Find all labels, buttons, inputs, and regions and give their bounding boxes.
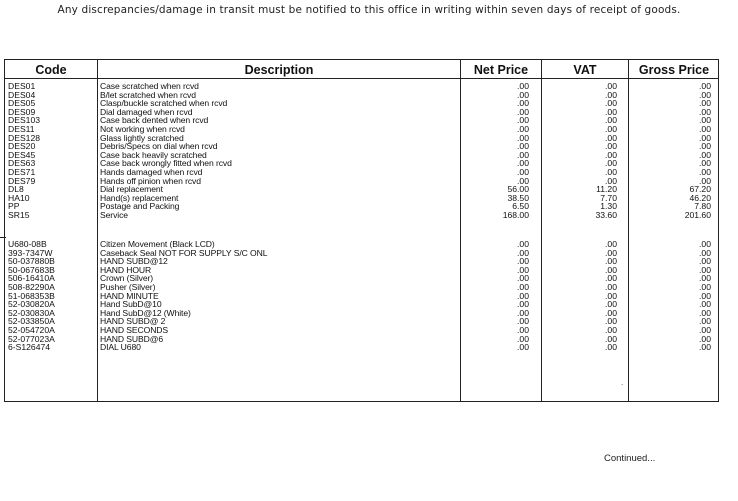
header-vat: VAT bbox=[573, 63, 597, 77]
vat-amount: 33.60 bbox=[595, 209, 617, 220]
net-price: 56.00 bbox=[507, 184, 529, 195]
item-code: 508-82290A bbox=[8, 281, 55, 292]
gross-price: .00 bbox=[699, 264, 711, 275]
item-description: HAND SECONDS bbox=[100, 324, 169, 335]
gross-price: .00 bbox=[699, 175, 711, 186]
vat-amount: .00 bbox=[605, 256, 617, 267]
item-code: 50-037880B bbox=[8, 256, 55, 267]
net-price: .00 bbox=[517, 281, 529, 292]
vat-amount: .00 bbox=[605, 141, 617, 152]
item-code: DES103 bbox=[8, 115, 41, 126]
net-price: .00 bbox=[517, 264, 529, 275]
net-price: .00 bbox=[517, 247, 529, 258]
stray-mark: . bbox=[621, 378, 624, 387]
vat-amount: .00 bbox=[605, 175, 617, 186]
net-price: .00 bbox=[517, 239, 529, 249]
item-description: Hand(s) replacement bbox=[100, 192, 179, 203]
item-description: Glass lightly scratched bbox=[100, 132, 184, 143]
item-description: Hand SubD@10 bbox=[100, 299, 162, 310]
item-description: Pusher (Silver) bbox=[100, 281, 156, 292]
vat-amount: .00 bbox=[605, 123, 617, 134]
net-price: .00 bbox=[517, 175, 529, 186]
net-price: .00 bbox=[517, 149, 529, 160]
continued-note: Continued... bbox=[604, 453, 656, 464]
item-description: Dial damaged when rcvd bbox=[100, 106, 193, 117]
item-description: HAND SUBD@ 2 bbox=[100, 316, 166, 327]
vat-amount: .00 bbox=[605, 81, 617, 91]
gross-price: .00 bbox=[699, 239, 711, 249]
net-price: .00 bbox=[517, 324, 529, 335]
gross-price: .00 bbox=[699, 115, 711, 126]
item-code: 52-077023A bbox=[8, 333, 55, 344]
table-row bbox=[5, 343, 718, 352]
net-price: .00 bbox=[517, 342, 529, 353]
vat-amount: 1.30 bbox=[600, 201, 617, 212]
item-description: HAND SUBD@12 bbox=[100, 256, 168, 267]
item-code: DES79 bbox=[8, 175, 36, 186]
gross-price: .00 bbox=[699, 247, 711, 258]
item-description: DIAL U680 bbox=[100, 342, 141, 353]
net-price: .00 bbox=[517, 316, 529, 327]
item-code: HA10 bbox=[8, 192, 30, 203]
gross-price: .00 bbox=[699, 290, 711, 301]
parts-section bbox=[5, 240, 718, 352]
net-price: .00 bbox=[517, 333, 529, 344]
item-code: 50-067683B bbox=[8, 264, 55, 275]
vat-amount: .00 bbox=[605, 273, 617, 284]
item-code: DES01 bbox=[8, 81, 36, 91]
gross-price: .00 bbox=[699, 333, 711, 344]
vat-amount: .00 bbox=[605, 333, 617, 344]
gross-price: .00 bbox=[699, 166, 711, 177]
item-description: Dial replacement bbox=[100, 184, 163, 195]
net-price: .00 bbox=[517, 123, 529, 134]
item-code: U680-08B bbox=[8, 239, 47, 249]
invoice-table bbox=[4, 59, 719, 402]
item-code: 52-033850A bbox=[8, 316, 55, 327]
vat-amount: .00 bbox=[605, 239, 617, 249]
net-price: .00 bbox=[517, 81, 529, 91]
vat-amount: .00 bbox=[605, 98, 617, 109]
net-price: .00 bbox=[517, 166, 529, 177]
item-description: Hands off pinion when rcvd bbox=[100, 175, 201, 186]
vat-amount: .00 bbox=[605, 290, 617, 301]
item-description: Case back wrongly fitted when rcvd bbox=[100, 158, 232, 169]
vat-amount: 11.20 bbox=[596, 184, 617, 195]
vat-amount: .00 bbox=[605, 106, 617, 117]
item-code: DES04 bbox=[8, 89, 36, 100]
vat-amount: .00 bbox=[605, 299, 617, 310]
item-description: Hands damaged when rcvd bbox=[100, 166, 203, 177]
gross-price: .00 bbox=[699, 273, 711, 284]
header-gross-price: Gross Price bbox=[638, 63, 710, 77]
vat-amount: .00 bbox=[605, 281, 617, 292]
item-code: 52-030830A bbox=[8, 307, 55, 318]
item-code: 52-030820A bbox=[8, 299, 55, 310]
item-description: Citizen Movement (Black LCD) bbox=[100, 239, 215, 249]
item-description: HAND HOUR bbox=[100, 264, 152, 275]
net-price: .00 bbox=[517, 158, 529, 169]
item-description: Case back heavily scratched bbox=[100, 149, 207, 160]
item-code: SR15 bbox=[8, 209, 30, 220]
header-description: Description bbox=[244, 63, 314, 77]
gross-price: .00 bbox=[699, 89, 711, 100]
vat-amount: .00 bbox=[605, 307, 617, 318]
vat-amount: .00 bbox=[605, 264, 617, 275]
item-code: DES71 bbox=[8, 166, 36, 177]
item-description: Hand SubD@12 (White) bbox=[100, 307, 191, 318]
item-code: DES20 bbox=[8, 141, 36, 152]
item-description: Debris/Specs on dial when rcvd bbox=[100, 141, 218, 152]
header-divider bbox=[5, 78, 718, 79]
gross-price: .00 bbox=[699, 281, 711, 292]
net-price: .00 bbox=[517, 307, 529, 318]
net-price: .00 bbox=[517, 141, 529, 152]
net-price: .00 bbox=[517, 299, 529, 310]
vat-amount: .00 bbox=[605, 247, 617, 258]
transit-notice: Any discrepancies/damage in transit must be notified to this office in writing within seven days of receipt of goods. bbox=[57, 4, 681, 16]
vat-amount: .00 bbox=[605, 115, 617, 126]
item-description: Case scratched when rcvd bbox=[100, 81, 199, 91]
item-description: HAND MINUTE bbox=[100, 290, 159, 301]
vat-amount: .00 bbox=[605, 166, 617, 177]
vat-amount: .00 bbox=[605, 89, 617, 100]
vat-amount: .00 bbox=[605, 158, 617, 169]
item-description: Not working when rcvd bbox=[100, 123, 185, 134]
net-price: 168.00 bbox=[502, 209, 529, 220]
item-code: 51-068353B bbox=[8, 290, 55, 301]
table-row bbox=[5, 211, 718, 220]
item-description: HAND SUBD@6 bbox=[100, 333, 164, 344]
margin-tick bbox=[0, 237, 6, 238]
vat-amount: .00 bbox=[605, 132, 617, 143]
net-price: .00 bbox=[517, 256, 529, 267]
net-price: .00 bbox=[517, 290, 529, 301]
item-code: 506-16410A bbox=[8, 273, 55, 284]
item-code: DL8 bbox=[8, 184, 24, 195]
item-code: 6-S126474 bbox=[8, 342, 51, 353]
gross-price: .00 bbox=[699, 81, 711, 91]
net-price: .00 bbox=[517, 132, 529, 143]
gross-price: 201.60 bbox=[684, 209, 711, 220]
net-price: .00 bbox=[517, 89, 529, 100]
gross-price: .00 bbox=[699, 98, 711, 109]
item-code: PP bbox=[8, 201, 20, 212]
gross-price: .00 bbox=[699, 141, 711, 152]
vat-amount: .00 bbox=[605, 324, 617, 335]
net-price: 6.50 bbox=[512, 201, 529, 212]
gross-price: 67.20 bbox=[689, 184, 711, 195]
item-code: DES128 bbox=[8, 132, 41, 143]
net-price: .00 bbox=[517, 98, 529, 109]
item-description: Caseback Seal NOT FOR SUPPLY S/C ONL bbox=[100, 247, 268, 258]
item-code: 393-7347W bbox=[8, 247, 53, 258]
net-price: 38.50 bbox=[507, 192, 529, 203]
gross-price: 46.20 bbox=[689, 192, 711, 203]
net-price: .00 bbox=[517, 106, 529, 117]
vat-amount: .00 bbox=[605, 149, 617, 160]
net-price: .00 bbox=[517, 115, 529, 126]
gross-price: .00 bbox=[699, 324, 711, 335]
gross-price: .00 bbox=[699, 307, 711, 318]
item-code: DES63 bbox=[8, 158, 36, 169]
net-price: .00 bbox=[517, 273, 529, 284]
gross-price: .00 bbox=[699, 149, 711, 160]
gross-price: .00 bbox=[699, 299, 711, 310]
item-description: Postage and Packing bbox=[100, 201, 180, 212]
item-description: Service bbox=[100, 209, 128, 220]
header-code: Code bbox=[35, 63, 67, 77]
header-net-price: Net Price bbox=[473, 63, 529, 77]
gross-price: .00 bbox=[699, 316, 711, 327]
gross-price: .00 bbox=[699, 256, 711, 267]
gross-price: .00 bbox=[699, 158, 711, 169]
item-code: DES45 bbox=[8, 149, 36, 160]
vat-amount: 7.70 bbox=[600, 192, 617, 203]
item-code: DES09 bbox=[8, 106, 36, 117]
item-description: Case back dented when rcvd bbox=[100, 115, 209, 126]
vat-amount: .00 bbox=[605, 316, 617, 327]
gross-price: .00 bbox=[699, 132, 711, 143]
repair-charges-section bbox=[5, 82, 718, 220]
item-description: Clasp/buckle scratched when rcvd bbox=[100, 98, 228, 109]
vat-amount: .00 bbox=[605, 342, 617, 353]
gross-price: .00 bbox=[699, 106, 711, 117]
item-code: DES11 bbox=[8, 123, 35, 134]
gross-price: .00 bbox=[699, 342, 711, 353]
item-code: 52-054720A bbox=[8, 324, 55, 335]
gross-price: .00 bbox=[699, 123, 711, 134]
item-code: DES05 bbox=[8, 98, 36, 109]
item-description: Crown (Silver) bbox=[100, 273, 154, 284]
gross-price: 7.80 bbox=[694, 201, 711, 212]
item-description: B/let scratched when rcvd bbox=[100, 89, 196, 100]
